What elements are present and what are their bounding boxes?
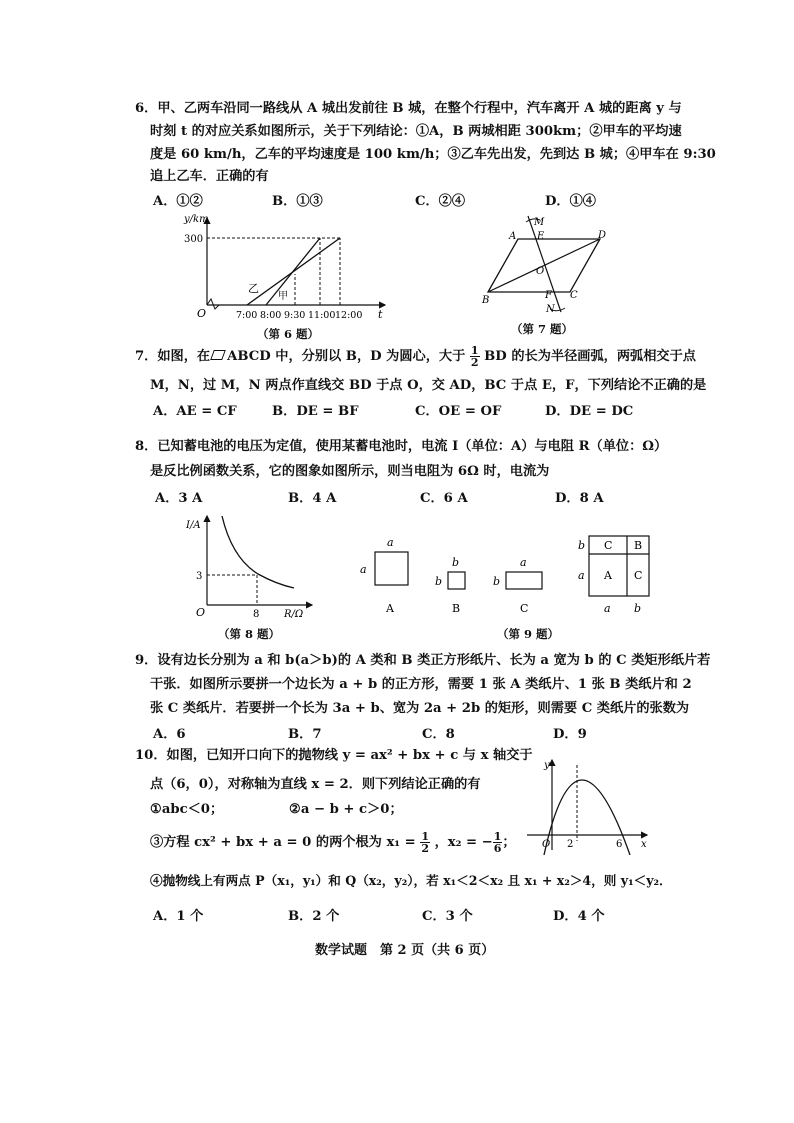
q10-line-2: 点（6，0），对称轴为直线 x = 2．则下列结论正确的有 xyxy=(150,777,481,792)
q10-parabola-graph xyxy=(522,755,652,855)
q9-line-3: 张 C 类纸片．若要拼一个长为 3a + b、宽为 2a + 2b 的矩形，则需要 C 类纸片的张数为 xyxy=(150,701,690,716)
q9-cell-br: C xyxy=(634,569,643,582)
q6-line-3: 度是 60 km/h，乙车的平均速度是 100 km/h；③乙车先出发，先到达 B 城；④甲车在 9:30 xyxy=(150,147,716,162)
q10-line-1: 10．如图，已知开口向下的抛物线 y = ax² + bx + c 与 x 轴交于 xyxy=(135,748,533,763)
q9-option-a: A．6 xyxy=(153,727,186,742)
q10-frac-1: $\frac{1}{2}$ xyxy=(421,830,429,855)
q6-axis-break xyxy=(207,299,219,309)
q9-comp-left-a: a xyxy=(578,569,585,582)
q6-xtick-1200: 12:00 xyxy=(335,310,363,321)
q6-ytick-300: 300 xyxy=(184,234,204,245)
q6-line-4: 追上乙车．正确的有 xyxy=(150,169,269,184)
q8-line-1: 8．已知蓄电池的电压为定值，使用某蓄电池时，电流 I（单位：A）与电阻 R（单位：Ω） xyxy=(135,439,668,454)
q6-xtick-930: 9:30 xyxy=(284,310,306,321)
q10-origin: O xyxy=(542,839,551,850)
q7-line-1 xyxy=(135,345,696,368)
q10-ylabel: y xyxy=(544,760,550,771)
q10-option-c: C．3 个 xyxy=(422,909,473,924)
q6-origin: O xyxy=(197,307,207,320)
q10-c3-text-c: ； xyxy=(502,835,516,850)
q7-point-e: E xyxy=(537,231,545,242)
q7-point-o: O xyxy=(536,266,545,277)
q7-caption: （第 7 题） xyxy=(511,322,574,336)
q7-point-f: F xyxy=(545,290,552,301)
q7-point-m: M xyxy=(534,217,545,228)
q9-b-left: b xyxy=(435,575,443,588)
q6-caption: （第 6 题） xyxy=(257,327,320,341)
page-footer: 数学试题 第 2 页（共 6 页） xyxy=(315,943,495,958)
q7-point-b: B xyxy=(482,295,490,306)
q9-square-a xyxy=(375,552,408,585)
q7-option-b: B．DE = BF xyxy=(272,404,359,419)
q7-option-c: C．OE = OF xyxy=(415,404,502,419)
q8-option-d: D．8 A xyxy=(555,491,604,506)
q8-ytick: 3 xyxy=(196,571,203,582)
q7-option-d: D．DE = DC xyxy=(545,404,634,419)
q10-axis-mark: 2 xyxy=(567,839,574,850)
q8-graph xyxy=(180,508,315,623)
q9-a-left: a xyxy=(360,563,367,576)
q6-xtick-1100: 11:00 xyxy=(308,310,336,321)
q6-line-yi xyxy=(266,238,320,305)
q9-line-2: 干张．如图所示要拼一个边长为 a + b 的正方形，需要 1 张 A 类纸片、1 张 B 类纸片和 2 xyxy=(150,677,692,692)
q7-line1-b: ABCD 中，分别以 B，D 为圆心，大于 xyxy=(227,349,466,364)
q10-root: 6 xyxy=(616,839,623,850)
q8-ylabel: I/A xyxy=(186,520,201,531)
q8-hyperbola xyxy=(222,516,294,588)
q9-square-b xyxy=(448,572,465,589)
q10-conclusion-3 xyxy=(150,831,516,854)
q6-line-2: 时刻 t 的对应关系如图所示，关于下列结论：①A，B 两城相距 300km；②甲车的平均速 xyxy=(150,124,682,139)
q7-option-a: A．AE = CF xyxy=(153,404,237,419)
q6-label-jia: 甲 xyxy=(278,291,288,302)
q6-graph xyxy=(180,210,390,322)
q6-option-b: B．①③ xyxy=(272,194,323,209)
q8-option-b: B．4 A xyxy=(288,491,337,506)
q10-option-d: D．4 个 xyxy=(553,909,605,924)
q9-b-top: b xyxy=(452,556,460,569)
q10-conclusion-4: ④抛物线上有两点 P（x₁，y₁）和 Q（x₂，y₂），若 x₁＜2＜x₂ 且 x₁ + x₂＞4，则 y₁＜y₂． xyxy=(150,873,672,888)
q7-point-a: A xyxy=(509,231,517,242)
q6-option-c: C．②④ xyxy=(415,194,466,209)
q9-cell-tr: B xyxy=(634,539,643,552)
q7-fraction: $\frac{1}{2}$ xyxy=(470,344,479,369)
q10-c3-text-a: ③方程 cx² + bx + a = 0 的两个根为 x₁ = xyxy=(150,835,416,850)
q6-xtick-700: 7:00 xyxy=(236,310,258,321)
q8-xtick: 8 xyxy=(253,609,260,620)
q9-label-b: B xyxy=(452,602,461,615)
q10-conclusion-2: ②a − b + c＞0； xyxy=(289,802,403,817)
q10-option-a: A．1 个 xyxy=(153,909,204,924)
q6-option-a: A．①② xyxy=(153,194,203,209)
q7-point-c: C xyxy=(570,290,578,301)
q9-label-a: A xyxy=(386,602,394,615)
q9-option-c: C．8 xyxy=(422,727,455,742)
q9-figure xyxy=(350,528,670,620)
q6-option-d: D．①④ xyxy=(545,194,596,209)
q8-xlabel: R/Ω xyxy=(284,609,304,620)
q9-comp-bottom-a: a xyxy=(604,602,611,615)
q8-origin: O xyxy=(196,606,206,619)
q9-cell-tl: C xyxy=(604,539,613,552)
q9-option-b: B．7 xyxy=(288,727,322,742)
q7-line1-a: 7．如图，在 xyxy=(135,349,211,364)
parallelogram-icon xyxy=(210,350,226,360)
q8-caption: （第 8 题） xyxy=(218,627,281,641)
q9-comp-left-b: b xyxy=(578,539,586,552)
q6-ylabel: y/km xyxy=(184,214,209,225)
q6-label-yi: 乙 xyxy=(248,282,259,295)
q8-option-a: A．3 A xyxy=(155,491,203,506)
q9-rect-c xyxy=(506,572,542,589)
q6-xlabel: t xyxy=(378,308,383,321)
q10-xlabel: x xyxy=(641,839,647,850)
q8-line-2: 是反比例函数关系，它的图象如图所示，则当电阻为 6Ω 时，电流为 xyxy=(150,464,550,479)
q7-parallelogram xyxy=(478,212,628,316)
q7-point-n: N xyxy=(546,304,555,315)
q9-label-c: C xyxy=(520,602,529,615)
q9-c-top: a xyxy=(520,556,527,569)
q6-xtick-800: 8:00 xyxy=(260,310,282,321)
q7-line-2: M，N，过 M，N 两点作直线交 BD 于点 O，交 AD，BC 于点 E，F，下列结论不正确的是 xyxy=(150,378,707,393)
q6-line-1: 6．甲、乙两车沿同一路线从 A 城出发前往 B 城，在整个行程中，汽车离开 A 城的距离 y 与 xyxy=(135,101,682,116)
q9-a-top: a xyxy=(387,536,394,549)
q9-option-d: D．9 xyxy=(553,727,587,742)
q10-c3-text-b: ，x₂ = − xyxy=(434,835,493,850)
q8-option-c: C．6 A xyxy=(420,491,468,506)
q7-point-d: D xyxy=(598,230,607,241)
q10-frac-2: $\frac{1}{6}$ xyxy=(493,830,502,855)
q9-comp-bottom-b: b xyxy=(634,602,642,615)
q9-c-left: b xyxy=(493,575,501,588)
q9-cell-bl: A xyxy=(604,569,612,582)
q9-caption: （第 9 题） xyxy=(497,627,560,641)
q10-option-b: B．2 个 xyxy=(288,909,340,924)
q9-line-1: 9．设有边长分别为 a 和 b(a＞b)的 A 类和 B 类正方形纸片、长为 a 宽为 b 的 C 类矩形纸片若 xyxy=(135,653,711,668)
q7-line1-c: BD 的长为半径画弧，两弧相交于点 xyxy=(484,349,696,364)
q10-conclusion-1: ①abc＜0； xyxy=(150,802,224,817)
